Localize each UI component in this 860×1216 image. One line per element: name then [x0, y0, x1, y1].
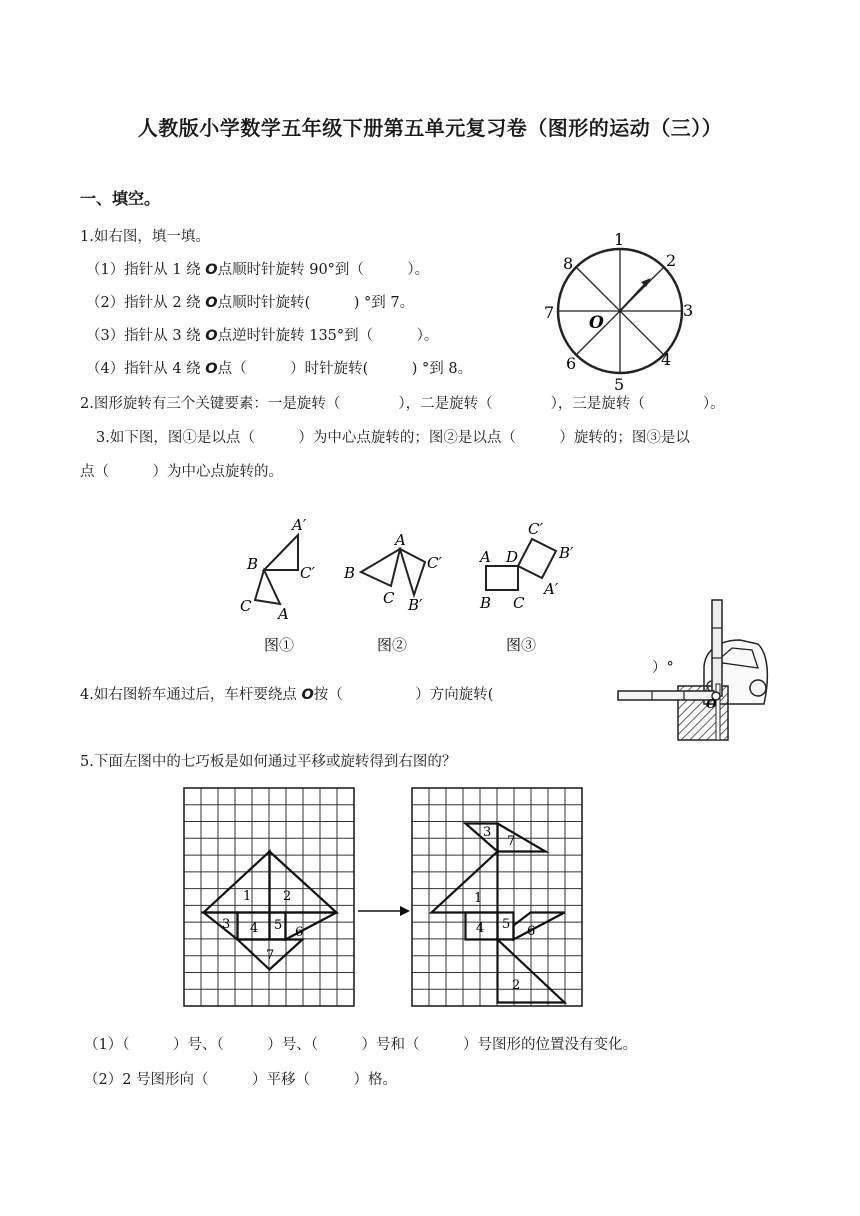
left-piece-6-label: 6 [295, 925, 304, 940]
q1-item-1-o: O [205, 262, 218, 278]
dial-number-1: 1 [614, 230, 625, 249]
dial-number-7: 7 [544, 303, 555, 322]
dial-number-3: 3 [683, 301, 694, 320]
fig1-caption: 图① [264, 636, 295, 654]
figure-2-rotation [340, 532, 452, 660]
q5-sub-2: （2）2 号图形向（ ）平移（ ）格。 [84, 1072, 398, 1088]
q1-item-2-o: O [205, 295, 218, 311]
fig3-caption: 图③ [506, 636, 537, 654]
section-heading: 一、填空。 [80, 189, 161, 208]
q1-stem: 1.如右图，填一填。 [80, 229, 210, 245]
q1-item-4-pre: （4）指针从 4 绕 [86, 361, 206, 377]
right-piece-2-label: 2 [512, 978, 521, 993]
q1-item-1-post: 点顺时针旋转 90°到（ ）。 [217, 262, 430, 278]
q4-text [80, 683, 493, 704]
q2-text: 2.图形旋转有三个关键要素：一是旋转（ ），二是旋转（ ），三是旋转（ ）。 [80, 396, 725, 412]
q4-o: O [301, 687, 314, 703]
transform-arrow-icon [356, 904, 412, 918]
dial-number-8: 8 [563, 254, 574, 273]
fig3-label-a-prime: A′ [544, 580, 559, 598]
dial-number-5: 5 [614, 375, 625, 393]
left-piece-2-label: 2 [283, 889, 292, 904]
dial-center-label: O [589, 313, 604, 333]
fig2-label-b-prime: B′ [408, 596, 423, 614]
page-title: 人教版小学数学五年级下册第五单元复习卷（图形的运动（三）） [137, 116, 723, 140]
left-piece-1-label: 1 [243, 889, 252, 904]
right-piece-4-label: 4 [476, 921, 485, 936]
fig3-label-c-prime: C′ [528, 520, 543, 538]
figure-1-rotation [236, 514, 328, 660]
fig3-label-b: B [480, 594, 492, 612]
tangram-right-grid [411, 787, 583, 1007]
fig3-label-b-prime: B′ [559, 544, 574, 562]
right-piece-5-label: 5 [502, 917, 511, 932]
q1-item-3-pre: （3）指针从 3 绕 [86, 328, 206, 344]
q1-item-3-post: 点逆时针旋转 135°到（ ）。 [217, 328, 439, 344]
q5-stem: 5.下面左图中的七巧板是如何通过平移或旋转得到右图的？ [80, 754, 457, 770]
q1-item-3-o: O [205, 328, 218, 344]
dial-number-6: 6 [566, 354, 577, 373]
fig1-label-a-prime: A′ [292, 516, 307, 534]
q1-item-1 [86, 258, 429, 279]
left-piece-3-label: 3 [222, 917, 231, 932]
q1-item-4-o: O [205, 361, 218, 377]
q1-item-1-pre: （1）指针从 1 绕 [86, 262, 206, 278]
fig1-label-c: C [240, 597, 252, 615]
car-barrier-figure [612, 588, 772, 743]
left-piece-5-label: 5 [274, 918, 283, 933]
fig1-label-a: A [278, 605, 289, 623]
q1-item-4-post: 点（ ）时针旋转( ) °到 8。 [217, 361, 473, 377]
q4-pre: 4.如右图轿车通过后，车杆要绕点 [80, 687, 302, 703]
left-piece-7-label: 7 [266, 948, 275, 963]
dial-number-2: 2 [666, 251, 677, 270]
fig1-label-b: B [247, 555, 259, 573]
fig1-label-c-prime: C′ [300, 564, 315, 582]
right-piece-6-label: 6 [527, 924, 536, 939]
barrier-o-label: O [706, 697, 717, 711]
fig2-label-a: A [395, 532, 406, 549]
q1-item-3 [86, 324, 438, 345]
fig3-label-c: C [513, 594, 525, 612]
figure-3-rotation [474, 516, 584, 660]
fig3-label-a: A [480, 548, 491, 566]
fig2-caption: 图② [377, 636, 408, 654]
q1-item-4 [86, 357, 472, 378]
fig3-label-d: D [506, 548, 519, 566]
tangram-left-grid [183, 787, 355, 1007]
fig2-label-c: C [383, 589, 395, 607]
dial-number-4: 4 [661, 350, 672, 369]
q4-mid: 按（ ）方向旋转( [313, 687, 494, 703]
q3-line-2: 点（ ）为中心点旋转的。 [80, 464, 283, 480]
left-piece-4-label: 4 [250, 921, 259, 936]
right-piece-7-label: 7 [507, 834, 516, 849]
q1-item-2-pre: （2）指针从 2 绕 [86, 295, 206, 311]
clock-dial-figure [530, 228, 700, 393]
right-piece-3-label: 3 [483, 825, 492, 840]
q1-item-2-post: 点顺时针旋转( ) °到 7。 [217, 295, 415, 311]
fig2-label-b: B [344, 564, 356, 582]
right-piece-1-label: 1 [474, 891, 483, 906]
q4-end: ）° [652, 660, 674, 676]
fig2-label-c-prime: C′ [427, 554, 442, 572]
q1-item-2 [86, 291, 414, 312]
q3-line-1: 3.如下图，图①是以点（ ）为中心点旋转的；图②是以点（ ）旋转的；图③是以 [96, 430, 690, 446]
q5-sub-1: （1）（ ）号、（ ）号、（ ）号和（ ）号图形的位置没有变化。 [84, 1037, 637, 1053]
